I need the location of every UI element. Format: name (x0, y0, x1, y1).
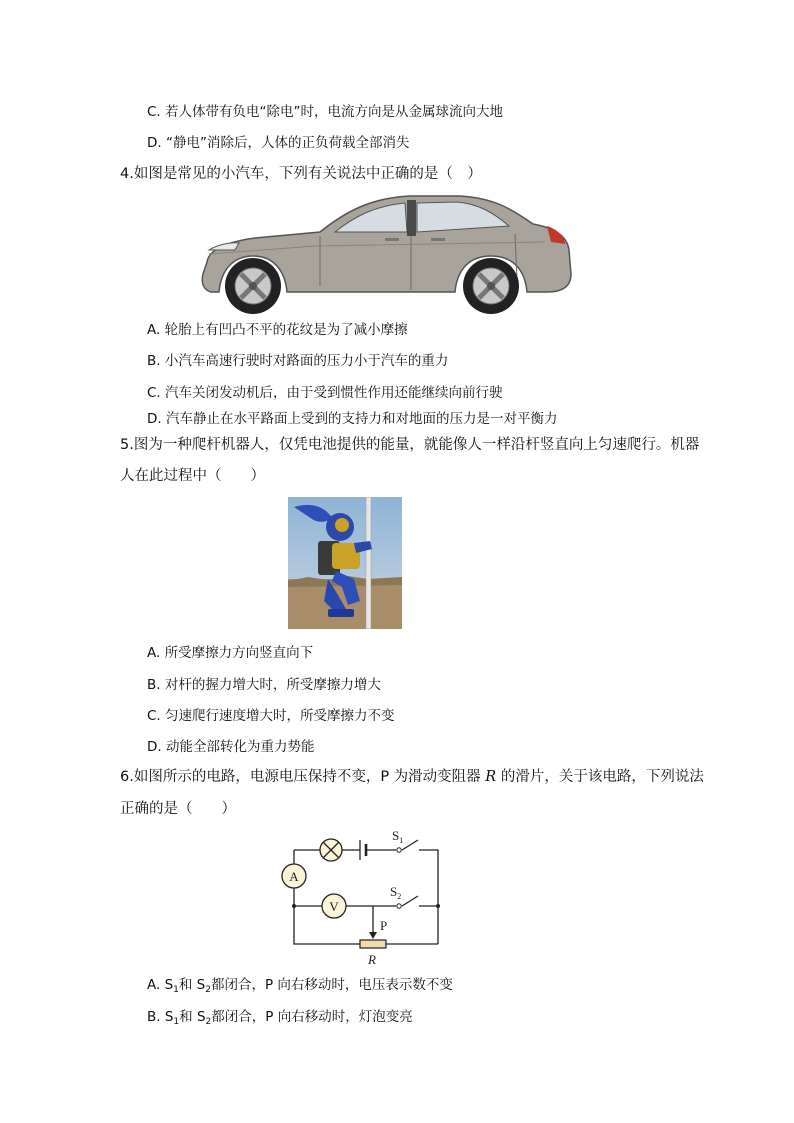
q5-option-c: C. 匀速爬行速度增大时，所受摩擦力不变 (147, 708, 395, 724)
q5-stem-line2: 人在此过程中（ ） (120, 468, 265, 484)
ammeter-label: A (289, 869, 299, 884)
q6-option-a-pre: A. S (147, 977, 174, 993)
q4-option-b: B. 小汽车高速行驶时对路面的压力小于汽车的重力 (147, 353, 449, 369)
q3-option-c: C. 若人体带有负电“除电”时，电流方向是从金属球流向大地 (147, 104, 503, 120)
switch-s2-label: $S_2$ (390, 884, 402, 901)
q5-stem-line1: 5.图为一种爬杆机器人，仅凭电池提供的能量，就能像人一样沿杆竖直向上匀速爬行。机器 (120, 437, 700, 453)
car-image (195, 190, 575, 316)
q5-option-d: D. 动能全部转化为重力势能 (147, 739, 315, 755)
climbing-robot-photo (288, 497, 402, 629)
slider-p-label: P (380, 918, 388, 933)
q4-option-a: A. 轮胎上有凹凸不平的花纹是为了减小摩擦 (147, 322, 408, 338)
q6-option-a-post: 都闭合，P 向右移动时，电压表示数不变 (211, 977, 453, 993)
q5-option-b: B. 对杆的握力增大时，所受摩擦力增大 (147, 677, 381, 693)
q6-stem-line1-post: 的滑片，关于该电路，下列说法 (496, 769, 704, 785)
q6-option-b-pre: B. S (147, 1009, 174, 1025)
q6-option-b (147, 1007, 413, 1032)
q6-stem-line1 (120, 767, 704, 787)
q6-stem-variable-r: R (485, 769, 497, 785)
q6-option-a-mid: 和 S (178, 977, 206, 993)
subscript-1: 1 (173, 1017, 180, 1027)
q4-stem: 4.如图是常见的小汽车，下列有关说法中正确的是（ ） (120, 166, 482, 182)
q4-option-c: C. 汽车关闭发动机后，由于受到惯性作用还能继续向前行驶 (147, 385, 503, 401)
subscript-1: 1 (173, 985, 179, 995)
circuit-diagram (278, 826, 446, 968)
q6-option-b-mid: 和 S (179, 1009, 206, 1025)
q6-option-a (147, 975, 453, 1000)
q5-option-a: A. 所受摩擦力方向竖直向下 (147, 645, 314, 661)
q6-stem-line1-pre: 6.如图所示的电路，电源电压保持不变，P 为滑动变阻器 (120, 769, 486, 785)
subscript-2: 2 (205, 1017, 212, 1027)
q6-stem-line2: 正确的是（ ） (120, 801, 236, 817)
switch-s1-label: $S_1$ (392, 828, 404, 845)
q6-option-b-post: 都闭合，P 向右移动时，灯泡变亮 (211, 1009, 413, 1025)
q4-option-d: D. 汽车静止在水平路面上受到的支持力和对地面的压力是一对平衡力 (147, 411, 558, 427)
rheostat-r-label: R (368, 952, 376, 967)
subscript-2: 2 (205, 985, 211, 995)
voltmeter-label: V (329, 899, 339, 914)
q3-option-d: D. “静电”消除后，人体的正负荷载全部消失 (147, 135, 410, 151)
